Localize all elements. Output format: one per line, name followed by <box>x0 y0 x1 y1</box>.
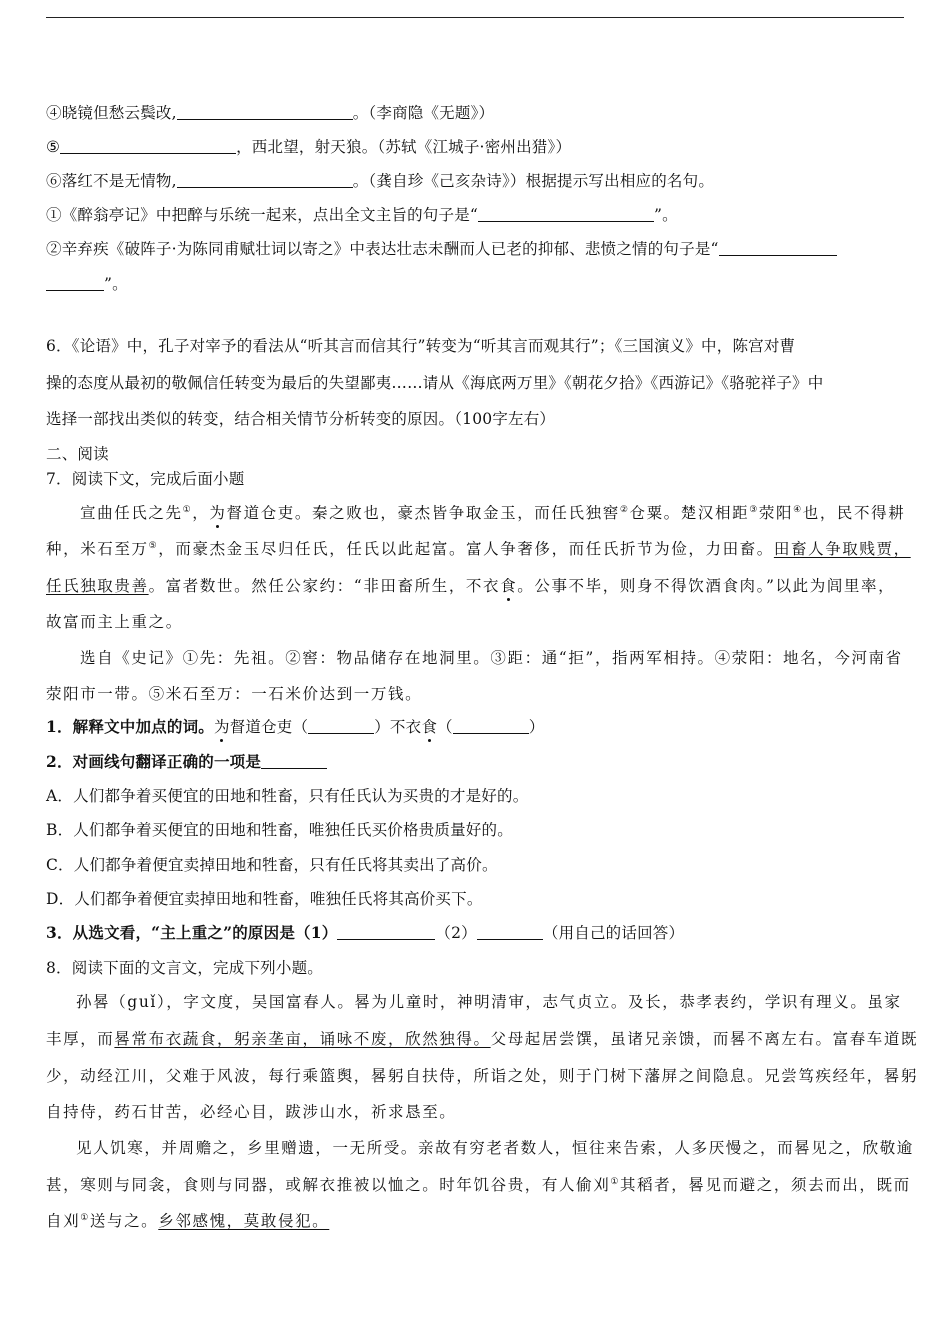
underlined-sentence: 晷常布衣蔬食，躬亲垄亩，诵咏不废，欣然独得。 <box>114 1030 491 1048</box>
dotted-word: 食 <box>500 577 518 595</box>
passage-8-para2-line-3: 自刈①送与之。乡邻感愧，莫敢侵犯。 <box>46 1212 330 1230</box>
notes-line-2: 荥阳市一带。⑤米石至万：一石米价达到一万钱。 <box>46 685 423 703</box>
option-c[interactable]: C．人们都争着便宜卖掉田地和牲畜，只有任氏将其卖出了高价。 <box>46 856 498 874</box>
option-d[interactable]: D．人们都争着便宜卖掉田地和牲畜，唯独任氏将其高价买下。 <box>46 890 483 908</box>
answer-blank[interactable] <box>477 924 543 940</box>
answer-blank[interactable] <box>453 718 529 734</box>
question-7-title: 7．阅读下文，完成后面小题 <box>46 470 245 488</box>
answer-blank[interactable] <box>46 275 104 291</box>
question-6-line-1: 6．《论语》中，孔子对宰予的看法从“听其言而信其行”转变为“听其言而观其行”；《三国演义》中，陈宫对曹 <box>46 337 796 355</box>
passage-8-line-1: 孙晷（guǐ），字文度，吴国富春人。晷为儿童时，神明清审，志气贞立。及长，恭孝表约，学识有理义。虽家 <box>76 993 902 1011</box>
passage-8-line-3: 少，动经江川，父难于风波，每行乘篮舆，晷躬自扶侍，所诣之处，则于门树下藩屏之间隐息。兄尝笃疾经年，晷躬 <box>46 1067 919 1085</box>
question-6-line-2: 操的态度从最初的敬佩信任转变为最后的失望鄙夷……请从《海底两万里》《朝花夕拾》《西游记》《骆驼祥子》中 <box>46 374 824 392</box>
dotted-word: 为 <box>214 718 230 736</box>
recite-question-2: ②辛弃疾《破阵子·为陈同甫赋壮词以寄之》中表达壮志未酬而人已老的抑郁、悲愤之情的句子是“ <box>46 239 906 259</box>
answer-blank[interactable] <box>60 138 236 154</box>
underlined-sentence: 任氏独取贵善 <box>46 577 149 595</box>
passage-7-line-3: 任氏独取贵善。富者数世。然任公家约：“非田畜所生，不衣食。公事不毕，则身不得饮酒食肉。”以此为闾里率， <box>46 577 896 595</box>
recite-item-6: ⑥落红不是无情物, 。（龚自珍《己亥杂诗》）根据提示写出相应的名句。 <box>46 172 715 190</box>
answer-blank[interactable] <box>478 206 654 222</box>
answer-blank[interactable] <box>177 104 353 120</box>
recite-question-1: ①《醉翁亭记》中把醉与乐统一起来，点出全文主旨的句子是“ ”。 <box>46 206 678 224</box>
recite-item-5: ⑤ ，西北望，射天狼。（苏轼《江城子·密州出猎》） <box>46 138 572 156</box>
passage-8-line-2: 丰厚，而晷常布衣蔬食，躬亲垄亩，诵咏不废，欣然独得。父母起居尝馔，虽诸兄亲馈，而晷不离左右。富春车道既 <box>46 1030 919 1048</box>
passage-8-line-4: 自持侍，药石甘苦，必经心目，跋涉山水，祈求恳至。 <box>46 1103 457 1121</box>
option-b[interactable]: B．人们都争着买便宜的田地和牲畜，唯独任氏买价格贵质量好的。 <box>46 821 513 839</box>
passage-8-para2-line-1: 见人饥寒，并周赡之，乡里赠遗，一无所受。亲故有穷老者数人，恒往来告索，人多厌慢之，而晷见之，欣敬逾 <box>76 1139 914 1157</box>
option-a[interactable]: A．人们都争着买便宜的田地和牲畜，只有任氏认为买贵的才是好的。 <box>46 787 529 805</box>
notes-line-1: 选自《史记》①先：先祖。②窖：物品储存在地洞里。③距：通“拒”，指两军相持。④荥阳：地名，今河南省 <box>80 649 903 667</box>
underlined-sentence: 田畜人争取贱贾， <box>773 540 911 558</box>
top-rule <box>46 17 904 18</box>
answer-blank[interactable] <box>177 172 353 188</box>
sub-question-1: 1．解释文中加点的词。为督道仓吏（ ）不衣食（ ） <box>46 717 545 736</box>
underlined-sentence: 乡邻感愧，莫敢侵犯。 <box>158 1212 330 1230</box>
passage-7-line-1: 宣曲任氏之先①，为督道仓吏。秦之败也，豪杰皆争取金玉，而任氏独窖②仓粟。楚汉相距③荥阳④也，民不得耕 <box>80 504 906 522</box>
question-8-title: 8．阅读下面的文言文，完成下列小题。 <box>46 959 323 977</box>
dotted-word: 食 <box>421 718 438 736</box>
passage-7-line-4: 故富而主上重之。 <box>46 613 183 631</box>
answer-blank[interactable] <box>337 924 435 940</box>
section-heading: 二、阅读 <box>46 445 109 463</box>
sub-question-3: 3．从选文看，“主上重之”的原因是（1） （2） （用自己的话回答） <box>46 923 685 942</box>
passage-7-line-2: 种，米石至万⑤，而豪杰金玉尽归任氏，任氏以此起富。富人争奢侈，而任氏折节为俭，力田畜。田畜人争取贱贾， <box>46 540 911 558</box>
question-6-line-3: 选择一部找出类似的转变，结合相关情节分析转变的原因。（100字左右） <box>46 410 556 428</box>
passage-8-para2-line-2: 甚，寒则与同衾，食则与同器，或解衣推被以恤之。时年饥谷贵，有人偷刈①其稻者，晷见而避之，须去而出，既而 <box>46 1176 911 1194</box>
answer-blank[interactable] <box>308 718 374 734</box>
recite-question-2-cont: ”。 <box>46 274 906 294</box>
answer-blank[interactable] <box>719 240 837 256</box>
dotted-word: 为 <box>209 504 227 522</box>
sub-question-2: 2．对画线句翻译正确的一项是 <box>46 752 906 772</box>
answer-blank[interactable] <box>261 753 327 769</box>
recite-item-4: ④晓镜但愁云鬓改, 。（李商隐《无题》） <box>46 104 495 122</box>
